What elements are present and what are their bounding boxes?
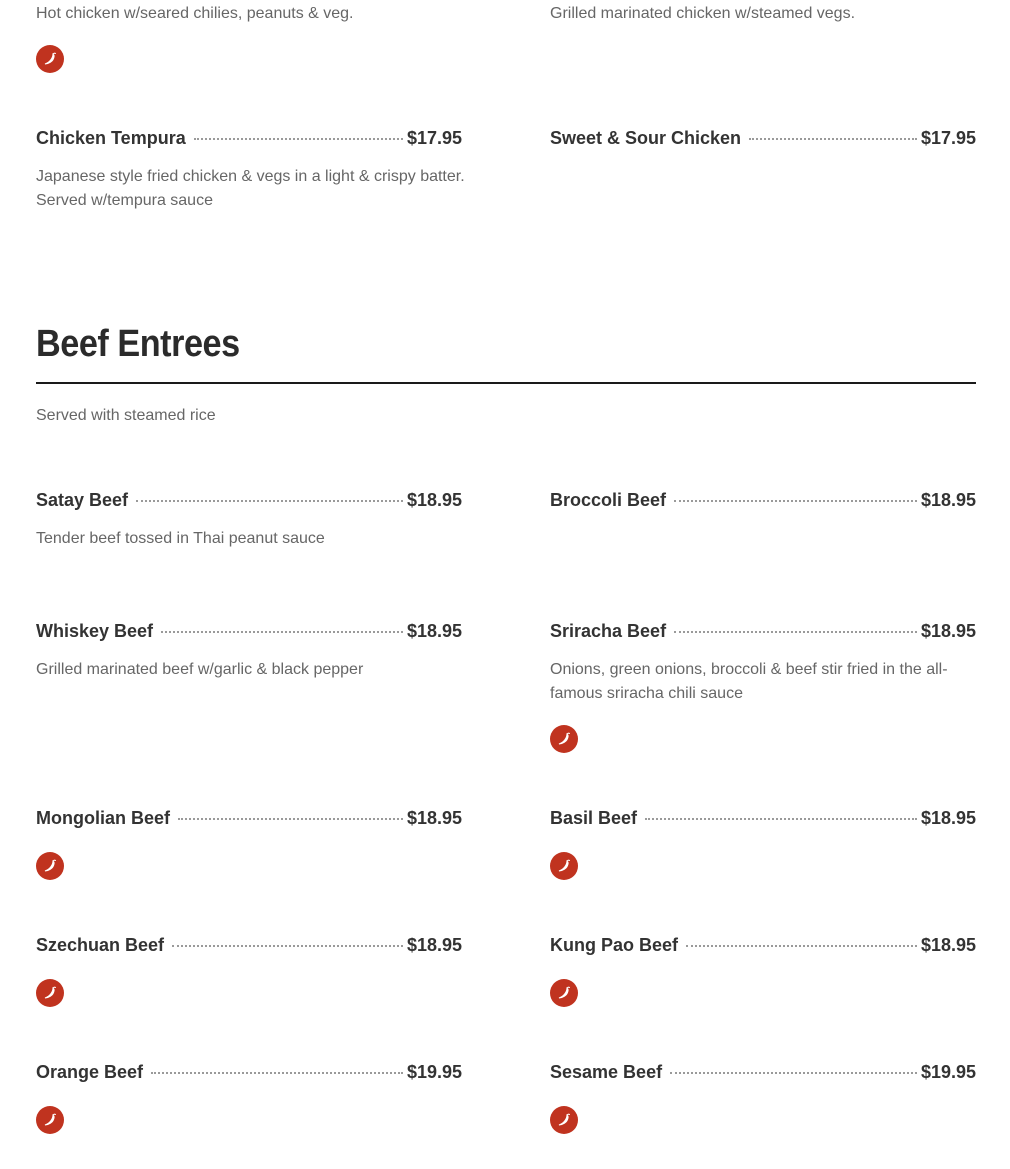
menu-item-description: Onions, green onions, broccoli & beef stir fried in the all-famous sriracha chili sauce — [550, 661, 948, 702]
menu-item-price: $19.95 — [406, 1062, 462, 1082]
menu-item-name: Chicken Tempura — [36, 128, 186, 148]
menu-item-price: $18.95 — [920, 621, 976, 641]
menu-item-name: Basil Beef — [550, 808, 638, 828]
menu-item-description: Japanese style fried chicken & vegs in a light & crispy batter. Served w/tempura sauce — [36, 168, 465, 209]
chili-pepper-icon — [36, 979, 64, 1007]
dotted-leader — [645, 818, 917, 820]
menu-item-name: Sweet & Sour Chicken — [550, 128, 742, 148]
chili-pepper-icon — [550, 725, 578, 753]
chili-pepper-icon — [36, 1106, 64, 1134]
menu-item-name: Sriracha Beef — [550, 621, 667, 641]
menu-item-price: $18.95 — [406, 490, 462, 510]
dotted-leader — [178, 818, 403, 820]
dotted-leader — [686, 945, 917, 947]
dotted-leader — [194, 138, 403, 140]
chili-pepper-icon — [36, 45, 64, 73]
menu-item-name: Mongolian Beef — [36, 808, 170, 828]
menu-item-mongolian-beef — [36, 808, 462, 834]
menu-item-szechuan-beef — [36, 935, 462, 961]
chili-pepper-icon — [550, 852, 578, 880]
menu-item-price: $18.95 — [406, 808, 462, 828]
menu-item-description: Grilled marinated chicken w/steamed vegs. — [550, 5, 856, 22]
menu-item-satay-beef — [36, 490, 462, 516]
menu-item-sriracha-beef — [550, 621, 976, 647]
dotted-leader — [161, 631, 403, 633]
section-subtitle: Served with steamed rice — [36, 407, 216, 424]
chili-pepper-icon — [36, 852, 64, 880]
menu-item-price: $17.95 — [920, 128, 976, 148]
menu-item-name: Broccoli Beef — [550, 490, 667, 510]
menu-item-whiskey-beef — [36, 621, 462, 647]
menu-item-price: $18.95 — [406, 621, 462, 641]
dotted-leader — [674, 631, 917, 633]
menu-item-price: $17.95 — [406, 128, 462, 148]
menu-item-orange-beef — [36, 1062, 462, 1088]
chili-pepper-icon — [550, 979, 578, 1007]
menu-item-name: Satay Beef — [36, 490, 129, 510]
dotted-leader — [151, 1072, 403, 1074]
menu-item-description: Grilled marinated beef w/garlic & black pepper — [36, 661, 364, 678]
menu-item-description: Tender beef tossed in Thai peanut sauce — [36, 530, 325, 547]
menu-item-description: Hot chicken w/seared chilies, peanuts & veg. — [36, 5, 354, 22]
menu-item-name: Kung Pao Beef — [550, 935, 679, 955]
dotted-leader — [749, 138, 917, 140]
menu-item-sweet-sour-chicken — [550, 128, 976, 154]
menu-item-name: Whiskey Beef — [36, 621, 154, 641]
section-title: Beef Entrees — [36, 323, 240, 365]
section-divider — [36, 382, 976, 384]
menu-item-name: Szechuan Beef — [36, 935, 165, 955]
menu-item-price: $18.95 — [920, 808, 976, 828]
menu-item-price: $18.95 — [406, 935, 462, 955]
menu-item-price: $18.95 — [920, 490, 976, 510]
menu-item-sesame-beef — [550, 1062, 976, 1088]
dotted-leader — [674, 500, 917, 502]
menu-item-price: $19.95 — [920, 1062, 976, 1082]
dotted-leader — [136, 500, 403, 502]
dotted-leader — [670, 1072, 917, 1074]
menu-item-price: $18.95 — [920, 935, 976, 955]
dotted-leader — [172, 945, 403, 947]
menu-item-broccoli-beef — [550, 490, 976, 516]
menu-item-basil-beef — [550, 808, 976, 834]
menu-item-kung-pao-beef — [550, 935, 976, 961]
menu-item-name: Orange Beef — [36, 1062, 144, 1082]
menu-item-chicken-tempura — [36, 128, 462, 154]
menu-item-name: Sesame Beef — [550, 1062, 663, 1082]
chili-pepper-icon — [550, 1106, 578, 1134]
